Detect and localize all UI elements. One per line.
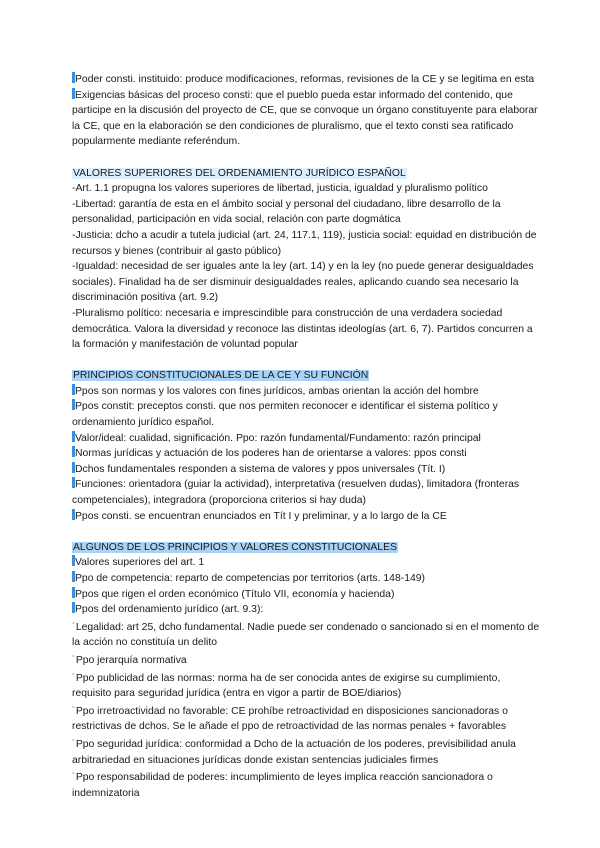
sub-bullet: ° <box>72 738 75 746</box>
sub-bullet: ° <box>72 654 75 662</box>
text-line <box>72 88 540 150</box>
line-text: Dchos fundamentales responden a sistema de valores y ppos universales (Tít. I) <box>75 463 446 475</box>
spacer <box>72 524 540 540</box>
sub-bullet: ° <box>72 705 75 713</box>
line-text: Funciones: orientadora (guiar la actividad), interpretativa (resuelven dudas), limitadora (fronteras competenciales), integradora (proporciona criterios si hay duda) <box>72 479 520 507</box>
sub-item-text: Ppo irretroactividad no favorable: CE prohíbe retroactividad en disposiciones sancionadoras o restrictivas de dchos. Se le añade el ppo de retroactividad de las normas penales + favorables <box>72 705 508 733</box>
text-line <box>72 384 540 400</box>
line-text: Ppos que rigen el orden económico (Título VII, economía y hacienda) <box>75 588 395 600</box>
text-line <box>72 477 540 508</box>
text-line <box>72 602 540 618</box>
text-line <box>72 571 540 587</box>
section-heading-line <box>72 166 540 182</box>
line-text: Ppos del ordenamiento jurídico (art. 9.3): <box>75 604 264 616</box>
text-line: -Igualdad: necesidad de ser iguales ante la ley (art. 14) y en la ley (no puede generar desigualdades sociales). Finalidad ha de ser disminuir desigualdades reales, aplicando cuando sea necesario la discriminación positiva (art. 9.2) <box>72 261 534 304</box>
valores-section <box>72 166 540 353</box>
sub-item <box>72 651 540 669</box>
sub-item <box>72 669 540 702</box>
text-line <box>72 72 540 88</box>
sub-item-text: Legalidad: art 25, dcho fundamental. Nadie puede ser condenado o sancionado si en el momento de la acción no constituía un delito <box>72 621 540 649</box>
spacer <box>72 353 540 369</box>
sub-bullet: ° <box>72 621 75 629</box>
sub-item-text: Ppo jerarquía normativa <box>75 654 187 666</box>
section-heading-line <box>72 540 540 556</box>
line-text: Valores superiores del art. 1 <box>75 557 205 569</box>
text-line <box>72 462 540 478</box>
text-line <box>72 555 540 571</box>
text-line <box>72 509 540 525</box>
text-line: -Justicia: dcho a acudir a tutela judicial (art. 24, 117.1, 119), justicia social: equidad en distribución de recursos y bienes (contribuir al gasto público) <box>72 229 537 257</box>
line-text: Ppos consti. se encuentran enunciados en Tít I y preliminar, y a lo largo de la CE <box>75 510 447 522</box>
sub-bullet: ° <box>72 672 75 680</box>
section-heading: ALGUNOS DE LOS PRINCIPIOS Y VALORES CONSTITUCIONALES <box>73 541 397 553</box>
text-line <box>72 446 540 462</box>
text-line: -Art. 1.1 propugna los valores superiores de libertad, justicia, igualdad y pluralismo político <box>72 183 488 195</box>
section-heading-line <box>72 368 540 384</box>
sub-item-text: Ppo publicidad de las normas: norma ha de ser conocida antes de exigirse su cumplimiento, requisito para seguridad jurídica (entra en vigor a partir de BOE/diarios) <box>72 672 501 700</box>
text-line <box>72 587 540 603</box>
text-line <box>72 431 540 447</box>
text-line: -Pluralismo político: necesaria e imprescindible para construcción de una verdadera sociedad democrática. Valora la diversidad y reconoce las distintas ideologías (art. 6, 7). Partidos concurren a la formación y manifestación de voluntad popular <box>72 307 533 351</box>
line-text: Ppos constit: preceptos consti. que nos permiten reconocer e identificar el sistema político y ordenamiento jurídico español. <box>72 401 498 429</box>
line-text: Ppos son normas y los valores con fines jurídicos, ambas orientan la acción del hombre <box>75 385 479 397</box>
sub-item <box>72 735 540 768</box>
intro-section <box>72 72 540 150</box>
algunos-section <box>72 540 540 802</box>
sub-item-text: Ppo seguridad jurídica: conformidad a Dcho de la actuación de los poderes, previsibilidad anula arbitrariedad en situaciones jurídicas donde existan sentencias judiciales firmes <box>72 738 516 766</box>
line-text: Valor/ideal: cualidad, significación. Ppo: razón fundamental/Fundamento: razón principal <box>75 432 481 444</box>
sub-item <box>72 618 540 651</box>
line-text: Normas jurídicas y actuación de los poderes han de orientarse a valores: ppos consti <box>75 448 467 460</box>
sub-item-text: Ppo responsabilidad de poderes: incumplimiento de leyes implica reacción sancionadora o indemnizatoria <box>72 772 493 799</box>
sub-item <box>72 768 540 801</box>
section-heading: PRINCIPIOS CONSTITUCIONALES DE LA CE Y SU FUNCIÓN <box>73 370 369 382</box>
sub-bullet: ° <box>72 772 75 780</box>
section-heading: VALORES SUPERIORES DEL ORDENAMIENTO JURÍDICO ESPAÑOL <box>73 167 406 179</box>
line-text: Ppo de competencia: reparto de competencias por territorios (arts. 148-149) <box>75 573 425 584</box>
sub-item <box>72 702 540 735</box>
line-text: Poder consti. instituido: produce modificaciones, reformas, revisiones de la CE y se legitima en esta <box>75 74 535 85</box>
line-text: Exigencias básicas del proceso consti: que el pueblo pueda estar informado del contenido, que participe en la discusión del proyecto de CE, que se convoque un órgano constituyente para elaborar la CE, que en la elaboración se den condiciones de pluralismo, que el texto consti sea ratificado popularmente mediante referéndum. <box>72 89 538 148</box>
text-line <box>72 399 540 430</box>
spacer <box>72 150 540 166</box>
principios-section <box>72 368 540 524</box>
text-line: -Libertad: garantía de esta en el ámbito social y personal del ciudadano, libre desarrollo de la personalidad, participación en vida social, relación con parte dogmática <box>72 198 501 226</box>
